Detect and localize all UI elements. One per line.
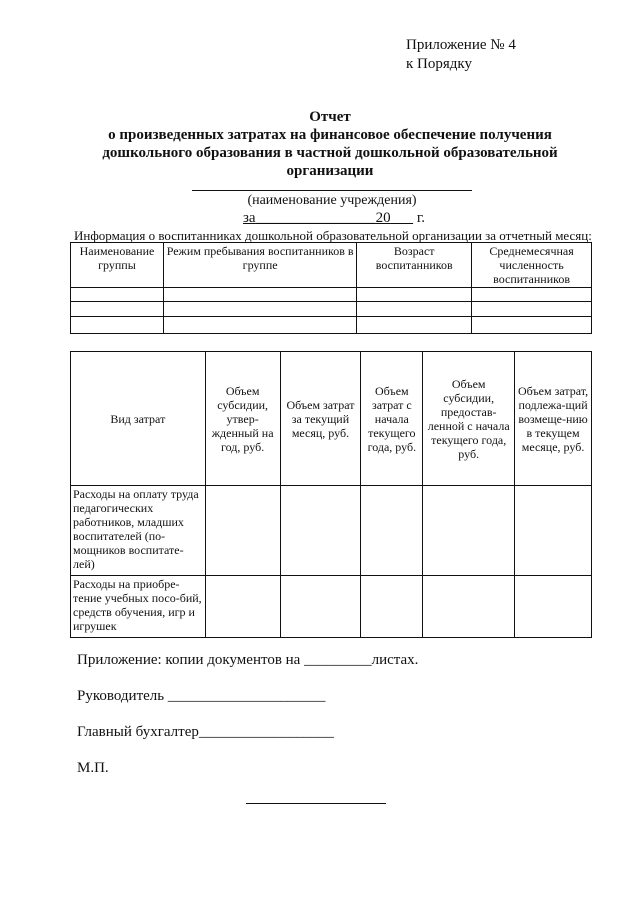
title-line-1: о произведенных затратах на финансовое обеспечение получения	[108, 127, 552, 143]
title-line-3: организации	[286, 163, 374, 179]
period-suffix: г.	[416, 210, 426, 226]
pupils-table	[70, 242, 592, 334]
header-approved-subsidy: Объем субсидии, утвер-жденный на год, руб.	[205, 352, 280, 486]
appendix-order: к Порядку	[406, 56, 472, 72]
expenses-table	[70, 351, 592, 638]
accountant-signature-line[interactable]: Главный бухгалтер__________________	[77, 724, 334, 740]
header-group-name: Наименование группы	[71, 243, 164, 288]
header-ytd-subsidy: Объем субсидии, предостав-ленной с начала текущего года, руб.	[423, 352, 515, 486]
header-expense-type: Вид затрат	[71, 352, 206, 486]
title-heading: Отчет	[309, 109, 351, 125]
period-year: 20	[375, 210, 391, 226]
appendix-number: Приложение № 4	[406, 37, 516, 53]
header-average-count: Среднемесячная численность воспитанников	[472, 243, 592, 288]
attachment-line[interactable]: Приложение: копии документов на _________листах.	[77, 652, 419, 668]
institution-name-line[interactable]	[192, 190, 472, 191]
table-row	[71, 288, 592, 302]
header-pupil-age: Возраст воспитанников	[357, 243, 472, 288]
title-line-2: дошкольного образования в частной дошкольной образовательной	[102, 145, 558, 161]
table-row	[71, 576, 592, 638]
director-signature-line[interactable]: Руководитель _____________________	[77, 688, 326, 704]
period-prefix: за	[243, 210, 256, 226]
report-period	[243, 210, 425, 227]
row-label-staff-salaries: Расходы на оплату труда педагогических работников, младших воспитателей (по-мощников воспитате-лей)	[71, 486, 206, 576]
period-blank[interactable]: ________________	[255, 210, 376, 226]
table-row	[71, 486, 592, 576]
institution-caption: (наименование учреждения)	[247, 193, 417, 208]
header-reimbursable-costs: Объем затрат, подлежа-щий возмеще-нию в текущем месяце, руб.	[515, 352, 592, 486]
header-ytd-costs: Объем затрат с начала текущего года, руб.	[361, 352, 423, 486]
report-title	[70, 108, 590, 180]
header-month-costs: Объем затрат за текущий месяц, руб.	[280, 352, 361, 486]
pupils-info-text: Информация о воспитанниках дошкольной образовательной организации за отчетный месяц:	[74, 228, 592, 243]
header-stay-mode: Режим пребывания воспитанников в группе	[163, 243, 356, 288]
table-row	[71, 302, 592, 317]
seal-signature-line[interactable]	[246, 803, 386, 804]
appendix-reference	[406, 36, 516, 74]
table-row	[71, 317, 592, 334]
row-label-teaching-materials: Расходы на приобре-тение учебных посо-бий, средств обучения, игр и игрушек	[71, 576, 206, 638]
seal-label: М.П.	[77, 760, 109, 776]
